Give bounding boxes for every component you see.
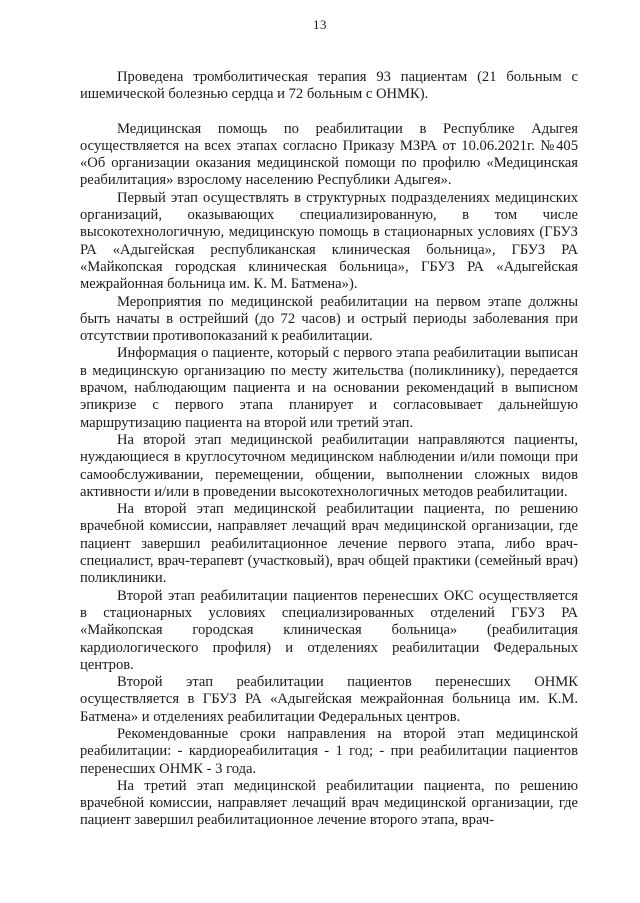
document-body (80, 69, 578, 830)
paragraph-first-stage-timing: Мероприятия по медицинской реабилитации на первом этапе должны быть начаты в острейший (до 72 часов) и острый периоды заболевания при отсутствии противопоказаний к реабилитации. (80, 293, 578, 345)
paragraph-recommended-terms: Рекомендованные сроки направления на второй этап медицинской реабилитации: - кардиореабилитация - 1 год; - при реабилитации пациентов перенесших ОНМК - 3 года. (80, 725, 578, 777)
paragraph-second-stage-onmk: Второй этап реабилитации пациентов перенесших ОНМК осуществляется в ГБУЗ РА «Адыгейская межрайонная больница им. К.М. Батмена» и отделениях реабилитации Федеральных центров. (80, 674, 578, 725)
paragraph-rehabilitation-order: Медицинская помощь по реабилитации в Республике Адыгея осуществляется на всех этапах согласно Приказу МЗРА от 10.06.2021г. №405 «Об организации оказания медицинской помощи по профилю «Медицинская реабилитация» взрослому населению Республики Адыгея». (80, 120, 578, 189)
paragraph-second-stage-criteria: На второй этап медицинской реабилитации направляются пациенты, нуждающиеся в круглосуточном медицинском наблюдении и/или помощи при самообслуживании, перемещении, общении, выполнении сложных видов активности и/или в проведении высокотехнологичных методов реабилитации. (80, 431, 578, 500)
paragraph-second-stage-referral: На второй этап медицинской реабилитации пациента, по решению врачебной комиссии, направляет лечащий врач медицинской организации, где пациент завершил реабилитационное лечение первого этапа, либо врач-специалист, врач-терапевт (участковый), врач общей практики (семейный врач) поликлиники. (80, 501, 578, 587)
paragraph-second-stage-oks: Второй этап реабилитации пациентов перенесших ОКС осуществляется в стационарных условиях специализированных отделений ГБУЗ РА «Майкопская городская клиническая больница» (реабилитация кардиологического профиля) и отделениях реабилитации Федеральных центров. (80, 587, 578, 673)
paragraph-first-stage: Первый этап осуществлять в структурных подразделениях медицинских организаций, оказывающих специализированную, в том числе высокотехнологичную, медицинскую помощь в стационарных условиях (ГБУЗ РА «Адыгейская республиканская клиническая больница», ГБУЗ РА «Майкопская городская клиническая больница», ГБУЗ РА «Адыгейская межрайонная больница им. К. М. Батмена»). (80, 189, 578, 293)
paragraph-third-stage-referral: На третий этап медицинской реабилитации пациента, по решению врачебной комиссии, направляет лечащий врач медицинской организации, где пациент завершил реабилитационное лечение второго этапа, врач- (80, 777, 578, 829)
page-number: 13 (313, 17, 327, 32)
paragraph-patient-information: Информация о пациенте, который с первого этапа реабилитации выписан в медицинскую организацию по месту жительства (поликлинику), передается врачом, наблюдающим пациента и на основании рекомендаций в выписном эпикризе с первого этапа планирует и согласовывает дальнейшую маршрутизацию пациента на второй или третий этап. (80, 345, 578, 431)
paragraph-thrombolytic-therapy: Проведена тромболитическая терапия 93 пациентам (21 больным с ишемической болезнью сердца и 72 больным с ОНМК). (80, 69, 578, 103)
